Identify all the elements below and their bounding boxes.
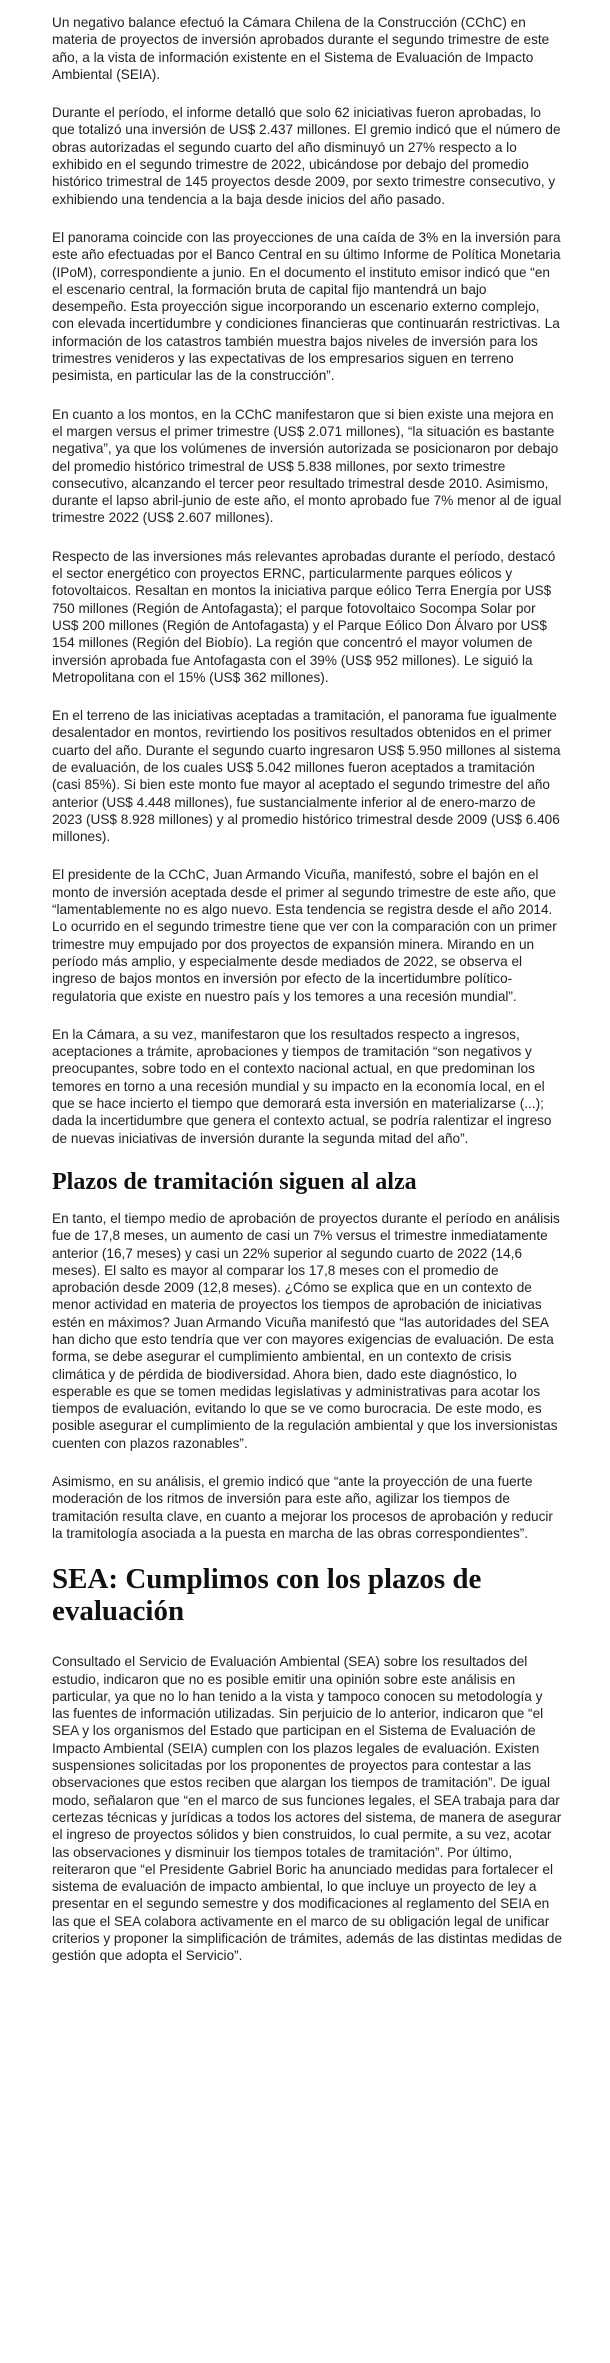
article-paragraph: El presidente de la CChC, Juan Armando Vicuña, manifestó, sobre el bajón en el monto de inversión aceptada desde el primer al segundo trimestre de este año, que “lamentablemente no es algo nuevo. Esta tendencia se registra desde el año 2014. Lo ocurrido en el segundo trimestre tiene que ver con la comparación con un primer trimestre muy empujado por dos proyectos de expansión minera. Mirando en un período más amplio, y especialmente desde mediados de 2022, se observa el ingreso de bajos montos en inversión por efecto de la incertidumbre político-regulatoria que existe en nuestro país y los temores a una recesión mundial”. bbox=[52, 867, 557, 1004]
article-paragraph: Durante el período, el informe detalló que solo 62 iniciativas fueron aprobadas, lo que totalizó una inversión de US$ 2.437 millones. El gremio indicó que el número de obras autorizadas el segundo cuarto del año disminuyó un 27% respecto a lo exhibido en el segundo trimestre de 2022, ubicándose por debajo del promedio histórico trimestral de 145 proyectos desde 2009, por sexto trimestre consecutivo, y exhibiendo una tendencia a la baja desde inicios del año pasado. bbox=[52, 105, 561, 207]
section-heading-sea: SEA: Cumplimos con los plazos de evaluación bbox=[52, 1563, 482, 1628]
article-body bbox=[52, 14, 562, 1986]
article-paragraph: Un negativo balance efectuó la Cámara Chilena de la Construcción (CChC) en materia de proyectos de inversión aprobados durante el segundo trimestre de este año, a la vista de información existente en el Sistema de Evaluación de Impacto Ambiental (SEIA). bbox=[52, 15, 550, 82]
article-paragraph: El panorama coincide con las proyecciones de una caída de 3% en la inversión para este año efectuadas por el Banco Central en su último Informe de Política Monetaria (IPoM), correspondiente a junio. En el documento el instituto emisor indicó que “en el escenario central, la formación bruta de capital fijo mantendrá un bajo desempeño. Esta proyección sigue incorporando un escenario externo complejo, con elevada incertidumbre y condiciones financieras que continuarán restrictivas. La información de los catastros también muestra bajos niveles de inversión para los trimestres venideros y las expectativas de los empresarios siguen en terreno pesimista, en particular las de la construcción”. bbox=[52, 229, 561, 384]
article-paragraph: En tanto, el tiempo medio de aprobación de proyectos durante el período en análisis fue de 17,8 meses, un aumento de casi un 7% versus el trimestre inmediatamente anterior (16,7 meses) y casi un 22% superior al segundo cuarto de 2022 (14,6 meses). El salto es mayor al comparar los 17,8 meses con el promedio de aprobación desde 2009 (12,8 meses). ¿Cómo se explica que en un contexto de menor actividad en materia de proyectos los tiempos de aprobación de iniciativas estén en máximos? Juan Armando Vicuña manifestó que “las autoridades del SEA han dicho que esto tendría que ver con mayores exigencias de evaluación. De esta forma, se debe asegurar el cumplimiento ambiental, en un contexto de crisis climática y de pérdida de biodiversidad. Ahora bien, dado este diagnóstico, lo esperable es que se tomen medidas legislativas y administrativas para acotar los tiempos de evaluación, evitando lo que se ve como burocracia. De este modo, es posible asegurar el cumplimiento de la regulación ambiental y que los inversionistas cuenten con plazos razonables”. bbox=[52, 1210, 560, 1451]
article-paragraph: Asimismo, en su análisis, el gremio indicó que “ante la proyección de una fuerte moderación de los ritmos de inversión para este año, agilizar los tiempos de tramitación resulta clave, en cuanto a mejorar los procesos de aprobación y reducir la tramitología asociada a la puesta en marcha de las obras correspondientes”. bbox=[52, 1474, 553, 1541]
article-paragraph: En cuanto a los montos, en la CChC manifestaron que si bien existe una mejora en el margen versus el primer trimestre (US$ 2.071 millones), “la situación es bastante negativa”, ya que los volúmenes de inversión autorizada se posicionaron por debajo del promedio histórico trimestral de US$ 5.838 millones, por sexto trimestre consecutivo, alcanzando el tercer peor resultado trimestral desde 2010. Asimismo, durante el lapso abril-junio de este año, el monto aprobado fue 7% menor al de igual trimestre 2022 (US$ 2.607 millones). bbox=[52, 406, 562, 526]
article-paragraph: En el terreno de las iniciativas aceptadas a tramitación, el panorama fue igualmente desalentador en montos, revirtiendo los positivos resultados obtenidos en el primer cuarto del año. Durante el segundo cuarto ingresaron US$ 5.950 millones al sistema de evaluación, de los cuales US$ 5.042 millones fueron aceptados a tramitación (casi 85%). Si bien este monto fue mayor al aceptado el segundo trimestre del año anterior (US$ 4.448 millones), fue sustancialmente inferior al de enero-marzo de 2023 (US$ 8.928 millones) y al promedio histórico trimestral desde 2009 (US$ 6.406 millones). bbox=[52, 708, 561, 845]
article-paragraph: Respecto de las inversiones más relevantes aprobadas durante el período, destacó el sector energético con proyectos ERNC, particularmente parques eólicos y fotovoltaicos. Resaltan en montos la iniciativa parque eólico Terra Energía por US$ 750 millones (Región de Antofagasta); el parque fotovoltaico Socompa Solar por US$ 200 millones (Región de Antofagasta) y el Parque Eólico Don Álvaro por US$ 154 millones (Región del Biobío). La región que concentró el mayor volumen de inversión aprobada fue Antofagasta con el 39% (US$ 952 millones). Le siguió la Metropolitana con el 15% (US$ 362 millones). bbox=[52, 548, 556, 685]
article-paragraph: En la Cámara, a su vez, manifestaron que los resultados respecto a ingresos, aceptaciones a trámite, aprobaciones y tiempos de tramitación “son negativos y preocupantes, sobre todo en el contexto nacional actual, en que predominan los temores en torno a una recesión mundial y su impacto en la economía local, en el que se hace incierto el tiempo que demorará esta inversión en materializarse (...); dada la incertidumbre que genera el contexto actual, se podría ralentizar el ingreso de nuevas iniciativas de inversión durante la segunda mitad del año”. bbox=[52, 1026, 552, 1146]
section-heading-plazos: Plazos de tramitación siguen al alza bbox=[52, 1168, 417, 1195]
article-paragraph: Consultado el Servicio de Evaluación Ambiental (SEA) sobre los resultados del estudio, indicaron que no es posible emitir una opinión sobre este análisis en particular, ya que no lo han tenido a la vista y tampoco conocen su metodología y las fuentes de información utilizadas. Sin perjuicio de lo anterior, indicaron que “el SEA y los organismos del Estado que participan en el Sistema de Evaluación de Impacto Ambiental (SEIA) cumplen con los plazos legales de evaluación. Existen suspensiones solicitadas por los proponentes de proyectos para contestar a las observaciones que estos reciben que alargan los tiempos de tramitación”. De igual modo, señalaron que “en el marco de sus funciones legales, el SEA trabaja para dar certezas técnicas y jurídicas a todos los actores del sistema, de manera de asegurar el ingreso de proyectos sólidos y bien construidos, lo cual permite, a su vez, acotar las observaciones y disminuir los tiempos totales de tramitación”. Por último, reiteraron que “el Presidente Gabriel Boric ha anunciado medidas para fortalecer el sistema de evaluación de impacto ambiental, lo que incluye un proyecto de ley a presentar en el segundo semestre y dos modificaciones al reglamento del SEIA en las que el SEA colabora activamente en el marco de su obligación legal de unificar criterios y proponer la simplificación de trámites, además de las distintas medidas de gestión que adopta el Servicio”. bbox=[52, 1654, 562, 1964]
